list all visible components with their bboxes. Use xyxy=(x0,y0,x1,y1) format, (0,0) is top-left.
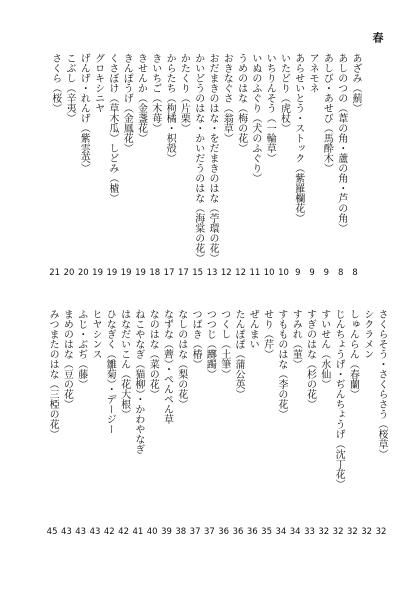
index-entry: かたくり（片栗） xyxy=(178,53,190,133)
index-page-number: 32 xyxy=(361,527,373,537)
index-page-number: 34 xyxy=(275,527,287,537)
index-entry: いぬのふぐり（犬のふぐり） xyxy=(249,53,261,183)
index-page-number: 9 xyxy=(309,268,315,278)
index-page-number: 19 xyxy=(120,268,132,278)
index-entry: すいせん（水仙） xyxy=(318,309,330,389)
index-page-number: 8 xyxy=(352,268,358,278)
index-entry: げんげ・れんげ（紫雲英） xyxy=(78,53,90,173)
index-page-number: 19 xyxy=(135,268,146,278)
index-page-number: 35 xyxy=(261,527,272,537)
index-entry: なずな（薺）・ぺんぺん草 xyxy=(161,309,173,424)
index-page-number: 43 xyxy=(75,527,87,537)
index-entry: かいどうのはな・かいだうのはな（海棠の花） xyxy=(192,53,204,263)
index-page-number: 36 xyxy=(232,527,244,537)
index-entry: きんぽうげ（金鳳花） xyxy=(121,53,133,153)
index-page-number: 42 xyxy=(103,527,115,537)
index-page-number: 39 xyxy=(161,527,172,537)
index-page-number: 9 xyxy=(323,268,330,278)
index-page-number: 43 xyxy=(60,527,72,537)
index-page-number: 37 xyxy=(203,527,215,537)
index-page-number: 32 xyxy=(375,527,387,537)
index-page-number: 41 xyxy=(132,527,144,537)
index-entry: まめのはな（豆の花） xyxy=(61,309,73,409)
index-entry: たんぽぽ（蒲公英） xyxy=(233,309,244,399)
index-entry: くさぼけ（草木瓜）しどみ（樝） xyxy=(106,53,118,203)
index-entry: あざみ（薊） xyxy=(350,53,361,113)
index-entry: さくら（桜） xyxy=(49,53,61,113)
index-page-number: 32 xyxy=(332,527,344,537)
index-page-number: 21 xyxy=(49,268,61,278)
index-entry: つくし（土筆） xyxy=(218,309,230,379)
index-page-number: 20 xyxy=(77,268,89,278)
index-page-number: 17 xyxy=(177,268,189,278)
index-page-number: 11 xyxy=(249,268,261,278)
index-entry: じんちょうげ・ぢんちょうげ（沈丁花） xyxy=(333,309,345,489)
index-entry: すみれ（菫） xyxy=(290,309,302,369)
index-entry: あらせいとう・ストック（紫羅欄花） xyxy=(292,53,304,223)
index-entry: すぎのはな（杉の花） xyxy=(304,309,316,409)
index-entry: アネモネ xyxy=(307,53,319,93)
index-page-number: 10 xyxy=(278,268,289,278)
index-entry: すもものはな（李の花） xyxy=(275,309,287,419)
index-entry: きいちご（木苺） xyxy=(149,53,161,133)
index-entry: きせんか（金盞花） xyxy=(135,53,147,143)
index-entry: しゅんらん（春蘭） xyxy=(347,309,359,399)
section-title: 春 xyxy=(371,32,384,43)
index-page-number: 17 xyxy=(163,268,175,278)
index-entry: つばき（椿） xyxy=(190,309,202,369)
index-page-number: 32 xyxy=(318,527,330,537)
index-page-number: 40 xyxy=(146,527,158,537)
index-page-number: 36 xyxy=(246,527,258,537)
index-entry: シクラメン xyxy=(361,309,373,359)
index-entry: せり（芹） xyxy=(261,309,273,359)
index-page-number: 19 xyxy=(106,268,118,278)
index-entry: いちりんそう（一輪草） xyxy=(264,53,276,163)
index-entry: つつじ（躑躅） xyxy=(204,309,216,379)
index-entry: なのはな（菜の花） xyxy=(147,309,159,399)
index-page-number: 37 xyxy=(189,527,201,537)
index-entry: なしのはな（梨の花） xyxy=(175,309,187,409)
index-page-number: 38 xyxy=(175,527,187,537)
index-page-number: 20 xyxy=(63,268,75,278)
index-entry: ヒヤシンス xyxy=(90,309,101,359)
index-page-number: 45 xyxy=(46,527,58,537)
index-entry: からたち（枸橘・枳殻） xyxy=(164,53,176,163)
index-entry: おだまきのはな・をだまきのはな（苧環の花） xyxy=(207,53,218,263)
index-page-number: 10 xyxy=(263,268,275,278)
index-page-number: 36 xyxy=(218,527,230,537)
index-entry: ひなぎく（雛菊）・デージー xyxy=(104,309,116,434)
index-entry: グロキシニヤ xyxy=(92,53,104,113)
index-page-number: 42 xyxy=(118,527,129,537)
index-entry: ぜんまい xyxy=(247,309,259,349)
index-page-number: 12 xyxy=(235,268,246,278)
index-page-number: 18 xyxy=(149,268,161,278)
index-page-number: 43 xyxy=(89,527,101,537)
index-entry: いたどり（虎杖） xyxy=(278,53,290,133)
index-page-number: 33 xyxy=(304,527,315,537)
index-entry: うめのはな（梅の花） xyxy=(235,53,247,153)
index-entry: ねこやなぎ（猫柳）・かわやなぎ xyxy=(132,309,144,454)
index-entry: あしのつの（葦の角・蘆の角・芦の角） xyxy=(335,53,347,233)
index-entry: こぶし（辛夷） xyxy=(64,53,75,123)
index-page-number: 9 xyxy=(295,268,301,278)
index-entry: みつまたのはな（三椏の花） xyxy=(47,309,59,439)
index-page-number: 32 xyxy=(346,527,358,537)
index-entry: さくらそう・さくらさう（桜草） xyxy=(376,309,387,459)
index-page-number: 15 xyxy=(192,268,204,278)
index-page-number: 12 xyxy=(220,268,232,278)
index-entry: おきなぐさ（翁草） xyxy=(221,53,233,143)
index-page-number: 13 xyxy=(206,268,218,278)
index-entry: あしび・あせび（馬酔木） xyxy=(321,53,333,173)
index-page-number: 19 xyxy=(92,268,103,278)
index-entry: はなだいこん（花大根） xyxy=(118,309,130,419)
index-entry: ふじ・ぶぢ（藤） xyxy=(75,309,87,389)
index-page-number: 34 xyxy=(289,527,301,537)
index-page-number: 8 xyxy=(337,268,344,278)
